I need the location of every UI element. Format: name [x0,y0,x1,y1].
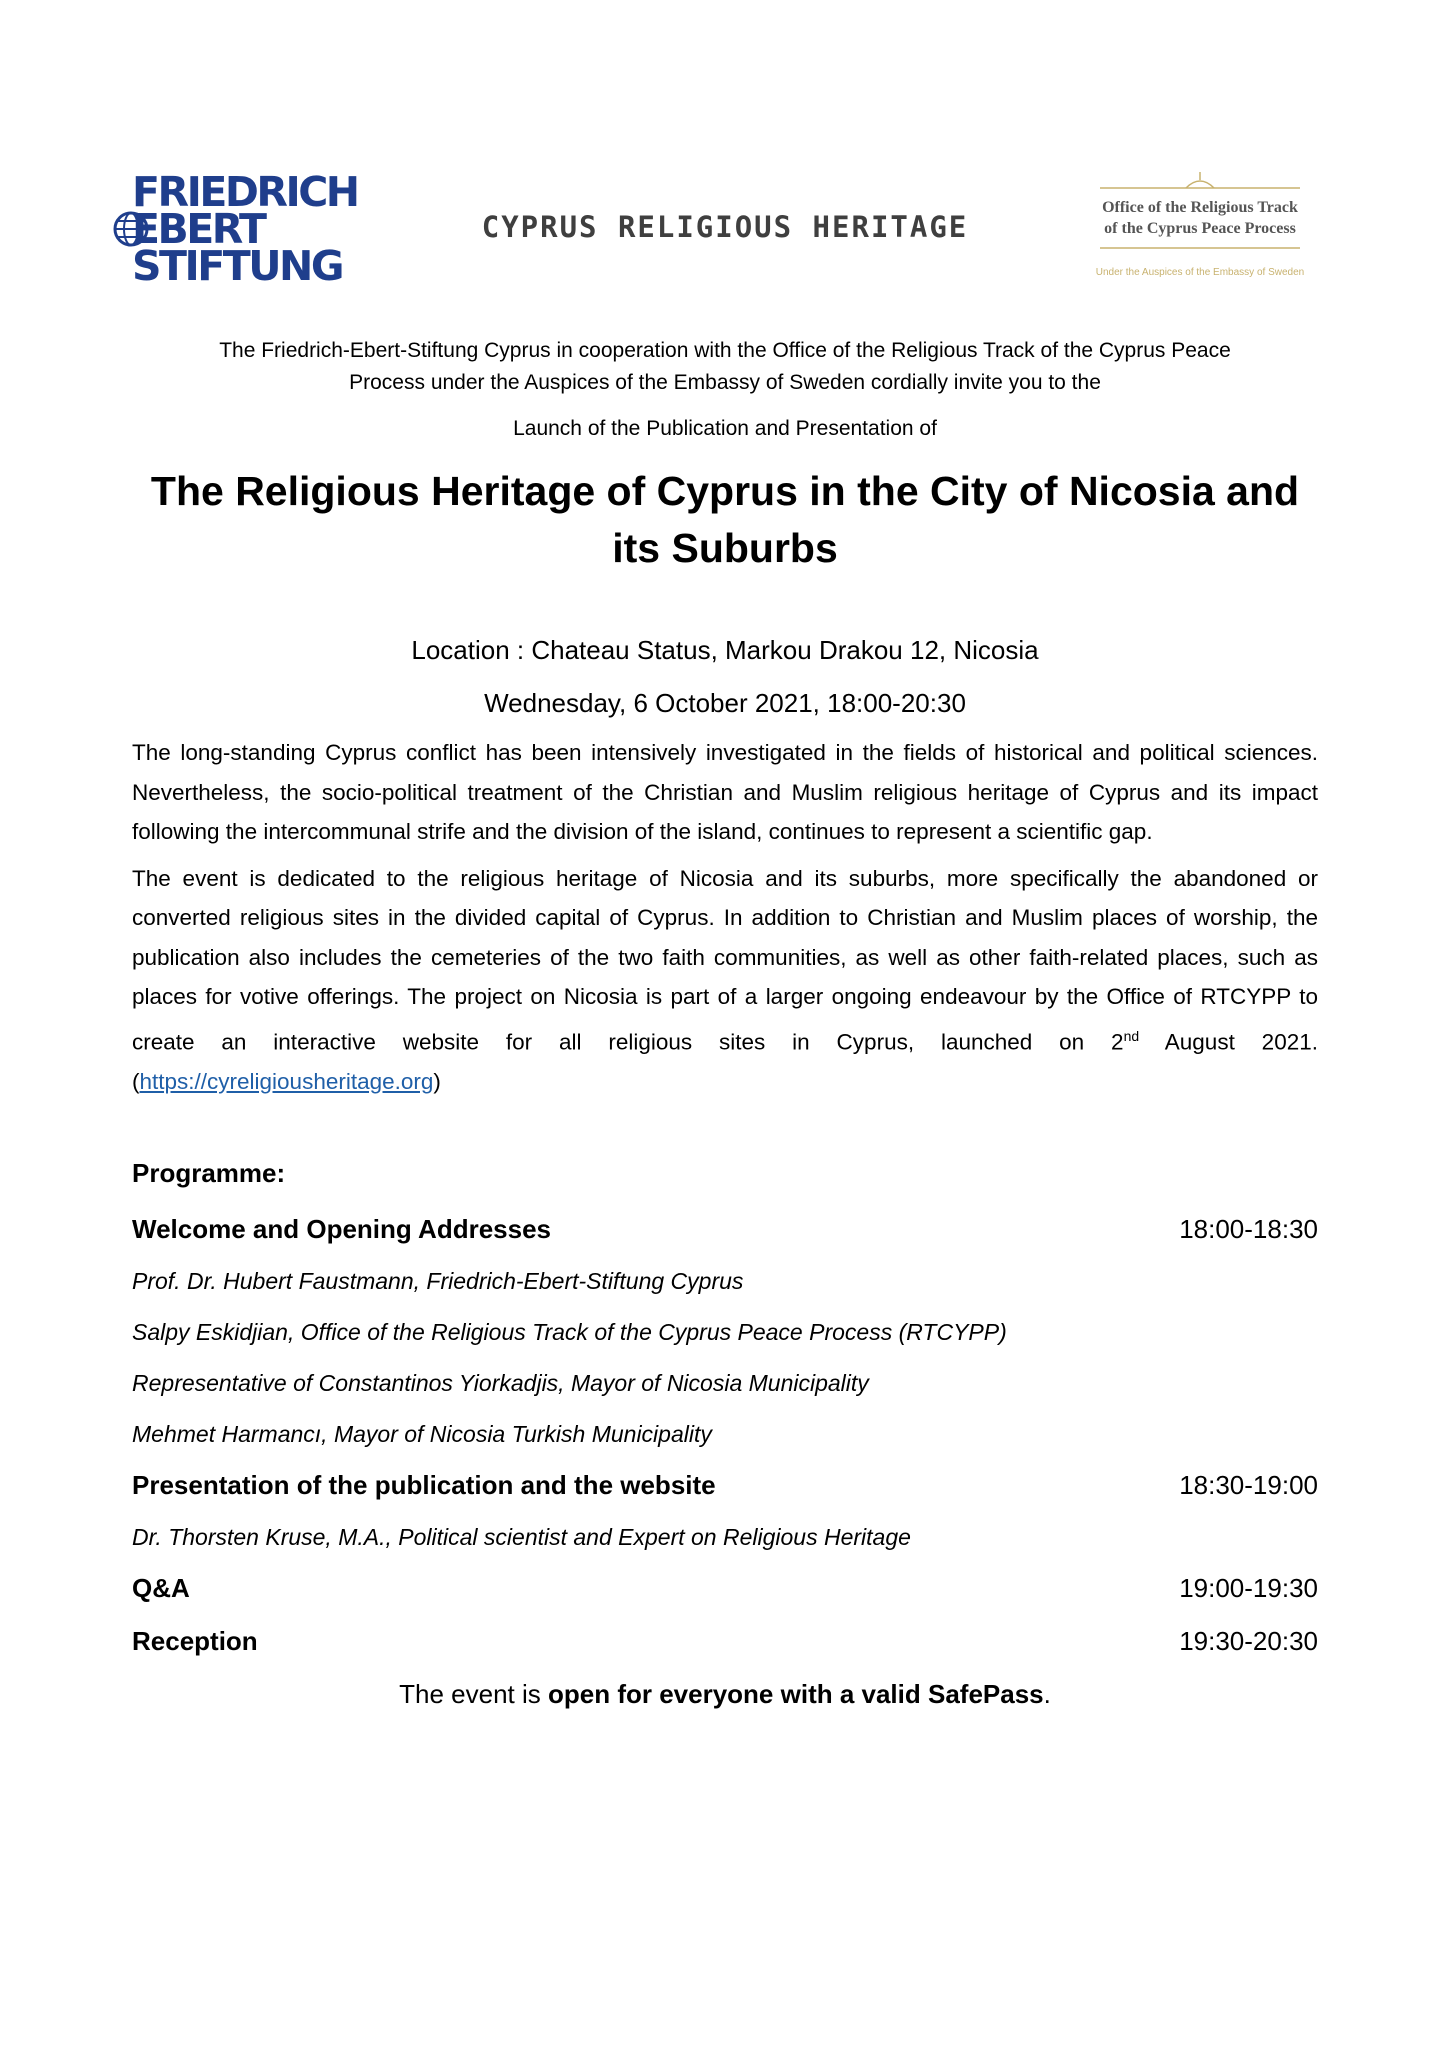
event-date: Wednesday, 6 October 2021, 18:00-20:30 [484,688,966,718]
speaker-item: Representative of Constantinos Yiorkadjis, Mayor of Nicosia Municipality [132,1370,869,1396]
speaker-item: Prof. Dr. Hubert Faustmann, Friedrich-Ebert-Stiftung Cyprus [132,1268,744,1294]
paragraph-2-close: ) [433,1068,441,1094]
reception-title: Reception [132,1626,258,1656]
title-line-2: its Suburbs [612,525,838,571]
crown-ornament-icon [1090,170,1310,192]
qa-title: Q&A [132,1573,190,1603]
website-link[interactable]: https://cyreligiousheritage.org [139,1068,434,1094]
religious-track-subtitle: Under the Auspices of the Embassy of Sweden [1095,267,1305,278]
speaker-item: Salpy Eskidjian, Office of the Religious Track of the Cyprus Peace Process (RTCYPP) [132,1319,1007,1345]
presentation-title: Presentation of the publication and the website [132,1470,716,1500]
programme-heading: Programme: [132,1158,286,1188]
event-title [132,463,1318,577]
paragraph-2-text: The event is dedicated to the religious heritage of Nicosia and its suburbs, more specifically the abandoned or converted religious sites in the divided capital of Cyprus. In addition to Christian and Muslim places of worship, the publication also includes the cemeteries of the two faith communities, as well as other faith-related places, such as places for votive offerings. The project on Nicosia is part of a larger ongoing endeavour by the Office of RTCYPP to create an interactive website for all religious sites in Cyprus, launched on 2 [132,865,1318,1054]
note-bold: open for everyone with a valid SafePass [548,1679,1044,1709]
programme-row-welcome [132,1214,1318,1245]
reception-time: 19:30-20:30 [1179,1626,1318,1656]
ordinal-suffix: nd [1123,1027,1140,1044]
fes-logo [132,168,358,290]
event-access-note [132,1679,1318,1710]
programme-row-reception [132,1626,1318,1657]
paragraph-2 [132,859,1318,1102]
speaker-item: Dr. Thorsten Kruse, M.A., Political scientist and Expert on Religious Heritage [132,1524,911,1550]
programme-row-presentation [132,1470,1318,1501]
document-body [132,335,1318,1710]
launch-line: Launch of the Publication and Presentation of [513,417,937,440]
welcome-time: 18:00-18:30 [1179,1214,1318,1244]
fes-logo-line-3: STIFTUNG [132,242,342,290]
intro-line-1: The Friedrich-Ebert-Stiftung Cyprus in cooperation with the Office of the Religious Track of the Cyprus Peace [219,339,1231,362]
paragraph-1: The long-standing Cyprus conflict has been intensively investigated in the fields of historical and political sciences. Nevertheless, the socio-political treatment of the Christian and Muslim religious heritage of Cyprus and its impact following the intercommunal strife and the division of the island, continues to represent a scientific gap. [132,740,1318,844]
title-line-1: The Religious Heritage of Cyprus in the City of Nicosia and [150,468,1300,514]
religious-track-line-1: Office of the Religious Track [1102,199,1298,216]
presentation-time: 18:30-19:00 [1179,1470,1318,1500]
speaker-item: Mehmet Harmancı, Mayor of Nicosia Turkish Municipality [132,1421,712,1447]
invitation-intro [132,335,1318,399]
intro-line-2: Process under the Auspices of the Embassy of Sweden cordially invite you to the [349,371,1101,394]
note-after: . [1043,1679,1051,1709]
fes-logo-line-1: FRIEDRICH [132,168,358,216]
note-before: The event is [399,1679,548,1709]
paragraph-2-after: August 2021. ( [132,1029,1318,1094]
event-location: Location : Chateau Status, Markou Drakou 12, Nicosia [411,635,1039,665]
header [0,170,1448,300]
religious-track-line-2: of the Cyprus Peace Process [1104,220,1296,237]
religious-track-logo [1070,170,1330,278]
cyprus-religious-heritage-logo: CYPRUS RELIGIOUS HERITAGE [481,210,969,244]
fes-logo-line-2: EBERT [132,205,265,253]
welcome-title: Welcome and Opening Addresses [132,1214,551,1244]
globe-icon [112,210,150,248]
programme-row-qa [132,1573,1318,1604]
qa-time: 19:00-19:30 [1179,1573,1318,1603]
divider-ornament-icon [1090,242,1310,252]
